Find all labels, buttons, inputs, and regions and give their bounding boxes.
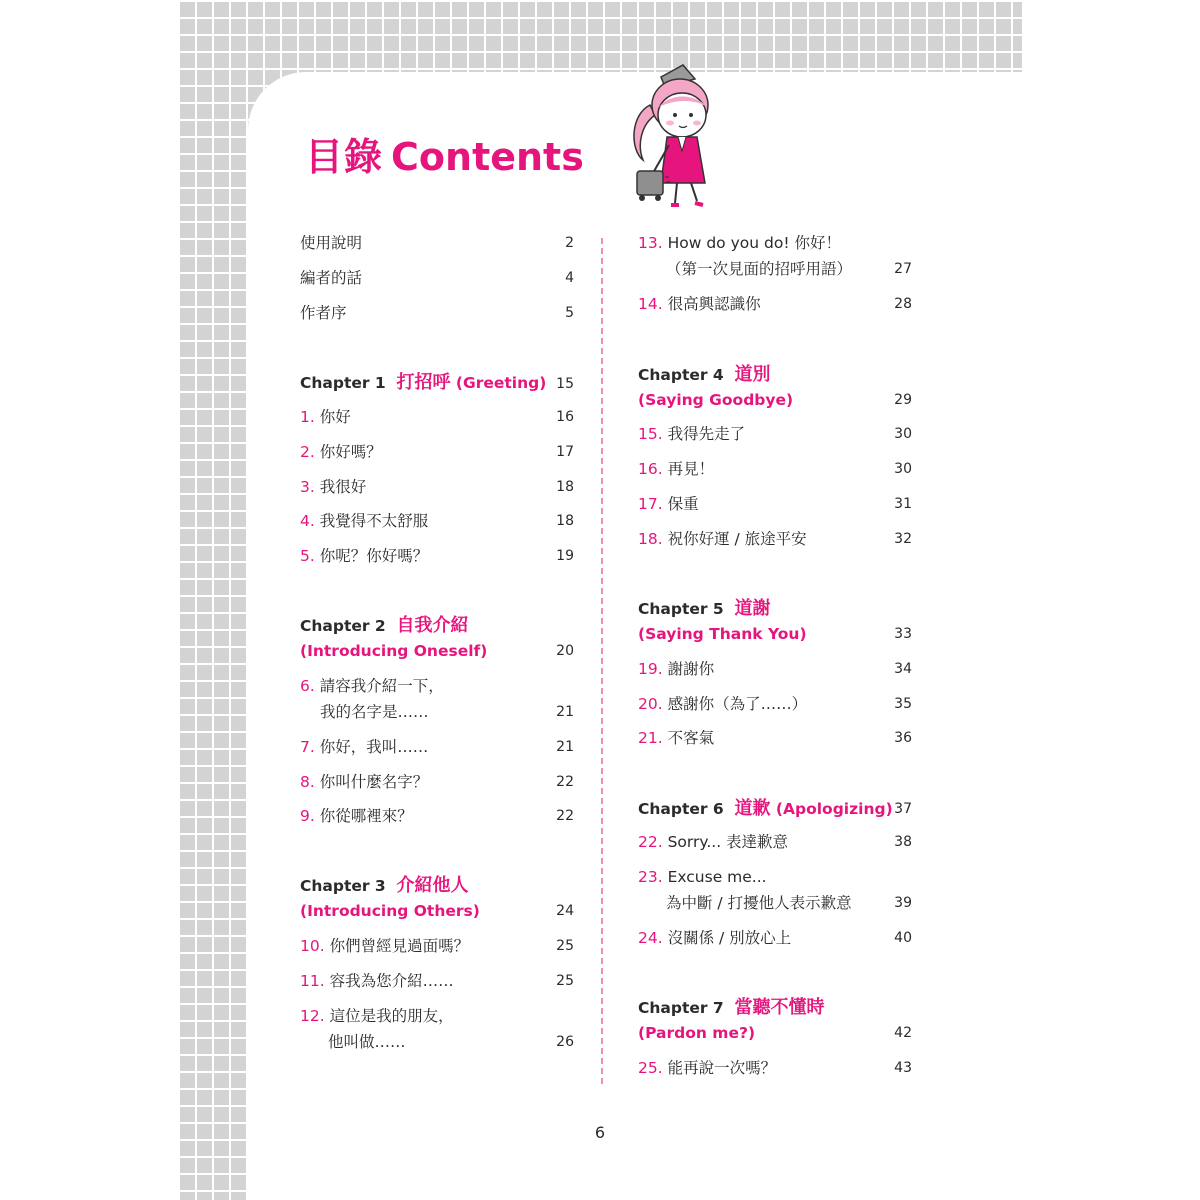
toc-page-number: 18	[556, 513, 574, 529]
toc-entry: 13. How do you do! 你好！	[638, 234, 841, 252]
toc-entry: 作者序	[300, 304, 347, 322]
toc-entry: 17. 保重	[638, 495, 699, 513]
toc-entry: 14. 很高興認識你	[638, 295, 761, 313]
page-title	[305, 126, 584, 180]
toc-page-number: 5	[565, 305, 574, 321]
toc-page-number: 25	[556, 938, 574, 954]
toc-page-number: 39	[894, 895, 912, 911]
toc-entry: 12. 這位是我的朋友，	[300, 1007, 454, 1025]
toc-page-number: 16	[556, 409, 574, 425]
toc-entry-continued: 為中斷 / 打擾他人表示歉意	[666, 894, 852, 912]
toc-page-number: 21	[556, 739, 574, 755]
toc-entry: 18. 祝你好運 / 旅途平安	[638, 530, 807, 548]
chapter-heading: Chapter 3 介紹他人	[300, 875, 469, 896]
chapter-subtitle: (Saying Goodbye)	[638, 391, 794, 409]
toc-page-number: 17	[556, 444, 574, 460]
toc-page-number: 20	[556, 643, 574, 659]
chapter-heading: Chapter 1 打招呼 (Greeting)	[300, 372, 547, 393]
toc-page-number: 24	[556, 903, 574, 919]
toc-entry: 使用說明	[300, 234, 363, 252]
toc-entry: 22. Sorry... 表達歉意	[638, 833, 789, 851]
toc-page-number: 2	[565, 235, 574, 251]
column-divider	[601, 238, 603, 1084]
toc-entry: 20. 感謝你（為了……）	[638, 695, 808, 713]
toc-entry: 4. 我覺得不太舒服	[300, 512, 429, 530]
toc-page-number: 37	[894, 801, 912, 817]
toc-page-number: 34	[894, 661, 912, 677]
toc-page-number: 32	[894, 531, 912, 547]
toc-page-number: 15	[556, 376, 574, 392]
toc-entry: 9. 你從哪裡來？	[300, 807, 413, 825]
toc-page-number: 25	[556, 973, 574, 989]
flight-attendant-illustration	[625, 55, 725, 215]
toc-entry: 10. 你們曾經見過面嗎？	[300, 937, 470, 955]
toc-entry: 2. 你好嗎？	[300, 443, 382, 461]
toc-entry: 3. 我很好	[300, 478, 367, 496]
toc-page-number: 42	[894, 1025, 912, 1041]
toc-entry: 7. 你好，我叫……	[300, 738, 429, 756]
chapter-heading: Chapter 2 自我介紹	[300, 615, 469, 636]
toc-entry: 編者的話	[300, 269, 363, 287]
chapter-heading: Chapter 5 道謝	[638, 598, 771, 619]
toc-page-number: 30	[894, 461, 912, 477]
chapter-heading: Chapter 4 道別	[638, 364, 771, 385]
toc-page-number: 18	[556, 479, 574, 495]
title-zh: 目錄	[305, 135, 384, 179]
toc-entry-continued: 他叫做……	[328, 1033, 406, 1051]
toc-entry: 15. 我得先走了	[638, 425, 746, 443]
toc-entry: 19. 謝謝你	[638, 660, 715, 678]
chapter-heading: Chapter 7 當聽不懂時	[638, 997, 825, 1018]
toc-entry: 23. Excuse me...	[638, 868, 767, 886]
toc-page-number: 30	[894, 426, 912, 442]
toc-entry: 16. 再見！	[638, 460, 715, 478]
toc-entry: 5. 你呢？你好嗎？	[300, 547, 429, 565]
toc-entry-continued: （第一次見面的招呼用語）	[666, 260, 853, 278]
chapter-subtitle: (Introducing Oneself)	[300, 642, 488, 660]
toc-page-number: 21	[556, 704, 574, 720]
chapter-subtitle: (Pardon me?)	[638, 1024, 756, 1042]
toc-entry: 21. 不客氣	[638, 729, 715, 747]
toc-page-number: 26	[556, 1034, 574, 1050]
toc-page-number: 29	[894, 392, 912, 408]
toc-entry: 25. 能再說一次嗎？	[638, 1059, 777, 1077]
toc-page-number: 40	[894, 930, 912, 946]
toc-entry: 1. 你好	[300, 408, 351, 426]
toc-page-number: 28	[894, 296, 912, 312]
toc-page-number: 38	[894, 834, 912, 850]
toc-entry: 11. 容我為您介紹……	[300, 972, 454, 990]
toc-page-number: 22	[556, 774, 574, 790]
title-en: Contents	[391, 135, 584, 179]
page-number: 6	[594, 1123, 606, 1142]
toc-page-number: 36	[894, 730, 912, 746]
toc-page-number: 19	[556, 548, 574, 564]
toc-page-number: 31	[894, 496, 912, 512]
toc-entry: 6. 請容我介紹一下，	[300, 677, 444, 695]
toc-page-number: 33	[894, 626, 912, 642]
chapter-subtitle: (Introducing Others)	[300, 902, 480, 920]
toc-page-number: 4	[565, 270, 574, 286]
toc-page-number: 35	[894, 696, 912, 712]
toc-entry-continued: 我的名字是……	[320, 703, 429, 721]
toc-page-number: 22	[556, 808, 574, 824]
toc-entry: 24. 沒關係 / 別放心上	[638, 929, 792, 947]
chapter-subtitle: (Saying Thank You)	[638, 625, 807, 643]
toc-page-number: 43	[894, 1060, 912, 1076]
toc-entry: 8. 你叫什麼名字？	[300, 773, 429, 791]
chapter-heading: Chapter 6 道歉 (Apologizing)	[638, 798, 893, 819]
toc-page-number: 27	[894, 261, 912, 277]
